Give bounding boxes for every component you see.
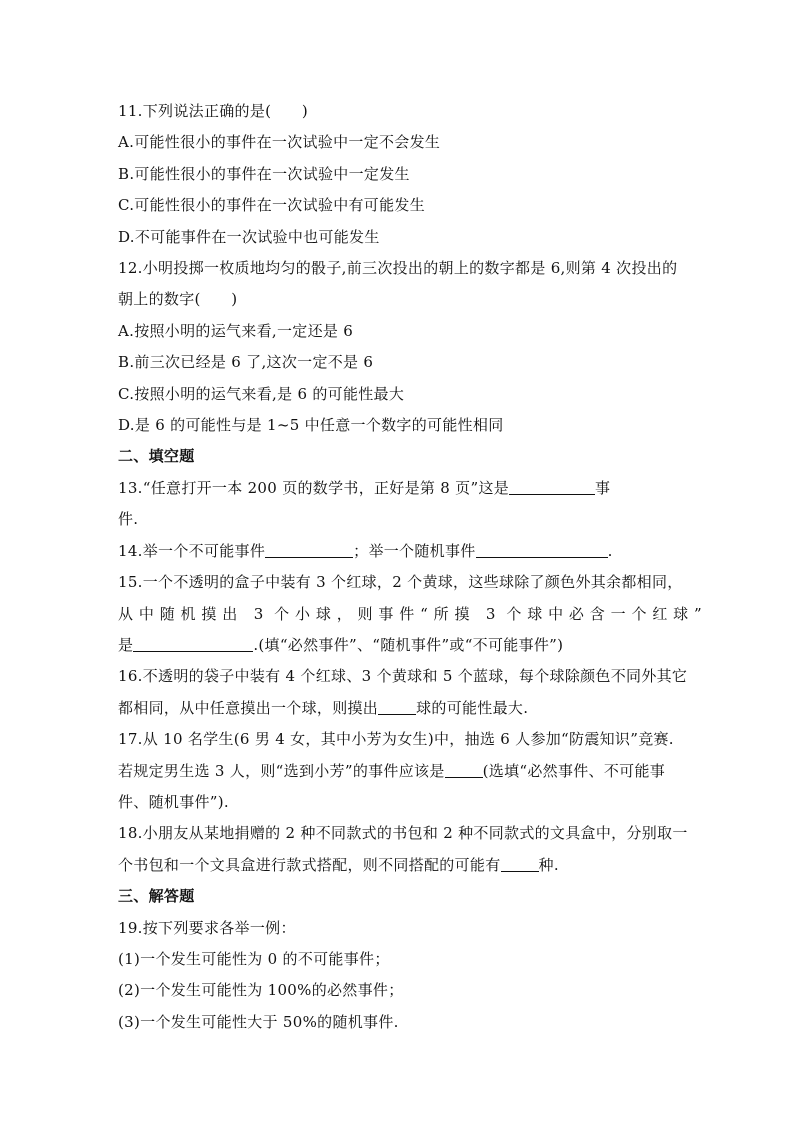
question-11: 11.下列说法正确的是( ) (118, 102, 309, 120)
question-19: 19.按下列要求各举一例： (118, 918, 296, 937)
question-14 (118, 536, 702, 567)
question-12-line-1: 12.小明投掷一枚质地均匀的骰子,前三次投出的朝上的数字都是 6,则第 4 次投出的 (118, 259, 678, 278)
question-17-text-a: 若规定男生选 3 人，则“选到小芳”的事件应该是 (118, 761, 445, 780)
question-16-line-2 (118, 693, 702, 724)
question-14-text-b: ；举一个随机事件 (353, 541, 476, 560)
question-11-option-a: A.可能性很小的事件在一次试验中一定不会发生 (118, 133, 441, 152)
answer-blank (501, 853, 539, 872)
question-15-text-b: .(填“必然事件”、“随机事件”或“不可能事件”) (253, 635, 564, 654)
question-17-line-1: 17.从 10 名学生(6 男 4 女，其中小芳为女生)中，抽选 6 人参加“防震知识”竞赛. (118, 730, 674, 749)
question-12-line-2: 朝上的数字( ) (118, 290, 238, 309)
section-heading-fill-in: 二、填空题 (118, 447, 195, 466)
question-18-line-2 (118, 850, 702, 881)
question-15-line-1: 15.一个不透明的盒子中装有 3 个红球，2 个黄球，这些球除了颜色外其余都相同， (118, 573, 683, 592)
question-18-line-1: 18.小朋友从某地捐赠的 2 种不同款式的书包和 2 种不同款式的文具盒中，分别取一 (118, 824, 688, 843)
question-17-text-b: (选填“必然事件、不可能事 (482, 761, 666, 780)
question-13-line-1 (118, 473, 702, 504)
question-12-option-b: B.前三次已经是 6 了,这次一定不是 6 (118, 353, 374, 372)
question-12-option-c: C.按照小明的运气来看,是 6 的可能性最大 (118, 384, 405, 403)
question-15-line-3 (118, 630, 702, 661)
answer-blank (476, 539, 608, 558)
question-16-line-1: 16.不透明的袋子中装有 4 个红球、3 个黄球和 5 个蓝球，每个球除颜色不同外其它 (118, 667, 688, 686)
question-13-line-2: 件. (118, 510, 139, 529)
question-11-option-b: B.可能性很小的事件在一次试验中一定发生 (118, 164, 410, 183)
section-heading-answer: 三、解答题 (118, 887, 195, 906)
question-19-part-2: (2)一个发生可能性为 100%的必然事件； (118, 981, 404, 1000)
answer-blank (445, 759, 483, 778)
question-17-line-2 (118, 756, 702, 787)
answer-blank (133, 633, 253, 652)
question-11-option-c: C.可能性很小的事件在一次试验中有可能发生 (118, 196, 426, 215)
answer-blank (378, 696, 416, 715)
question-12-option-d: D.是 6 的可能性与是 1~5 中任意一个数字的可能性相同 (118, 416, 504, 435)
question-19-part-1: (1)一个发生可能性为 0 的不可能事件； (118, 949, 390, 968)
answer-blank (509, 476, 595, 495)
question-11-option-d: D.不可能事件在一次试验中也可能发生 (118, 227, 380, 246)
question-15-line-2: 从中随机摸出 3 个小球，则事件“所摸 3 个球中必含一个红球” (118, 604, 702, 623)
exam-content (118, 96, 702, 1038)
question-14-text-a: 14.举一个不可能事件 (118, 541, 266, 560)
question-16-text-a: 都相同，从中任意摸出一个球，则摸出 (118, 698, 379, 717)
question-13-text-end: 事 (595, 478, 611, 497)
question-15-text-a: 是 (118, 635, 134, 654)
question-12-option-a: A.按照小明的运气来看,一定还是 6 (118, 321, 354, 340)
answer-blank (265, 539, 353, 558)
question-18-text-a: 个书包和一个文具盒进行款式搭配，则不同搭配的可能有 (118, 855, 501, 874)
question-14-text-c: . (607, 541, 613, 560)
question-18-text-b: 种. (538, 855, 559, 874)
question-19-part-3: (3)一个发生可能性大于 50%的随机事件. (118, 1012, 399, 1031)
question-17-line-3: 件、随机事件”). (118, 792, 229, 811)
question-13-text: 13.“任意打开一本 200 页的数学书，正好是第 8 页”这是 (118, 478, 510, 497)
question-16-text-b: 球的可能性最大. (416, 698, 529, 717)
